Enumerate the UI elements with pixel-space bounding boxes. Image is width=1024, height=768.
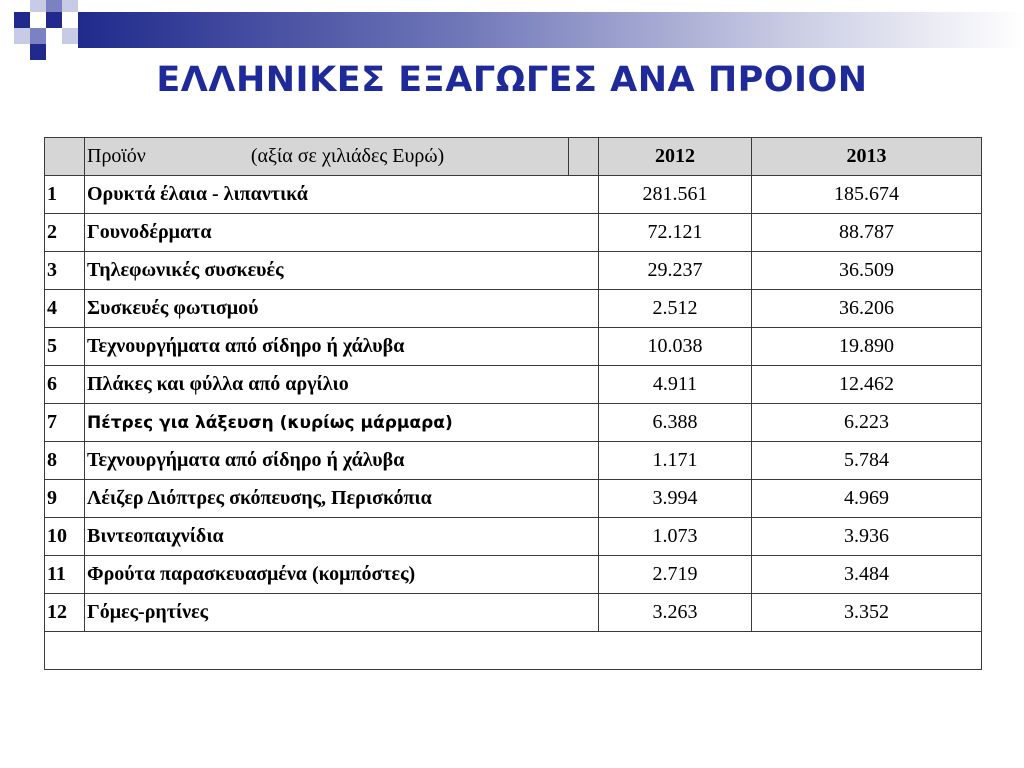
corner-square-decoration bbox=[62, 28, 78, 44]
row-value-2013: 19.890 bbox=[752, 328, 982, 366]
table-row bbox=[45, 404, 982, 442]
row-rank: 9 bbox=[45, 480, 85, 518]
row-product: Βιντεοπαιχνίδια bbox=[85, 518, 599, 556]
corner-square-decoration bbox=[30, 0, 46, 12]
row-rank: 6 bbox=[45, 366, 85, 404]
header-spacer-cell bbox=[569, 138, 599, 176]
corner-square-decoration bbox=[30, 28, 46, 44]
row-value-2012: 3.263 bbox=[599, 594, 752, 632]
row-product: Γουνοδέρματα bbox=[85, 214, 599, 252]
row-rank: 10 bbox=[45, 518, 85, 556]
row-product: Τεχνουργήματα από σίδηρο ή χάλυβα bbox=[85, 328, 599, 366]
row-rank: 12 bbox=[45, 594, 85, 632]
row-rank: 2 bbox=[45, 214, 85, 252]
row-value-2013: 5.784 bbox=[752, 442, 982, 480]
header-product-label: Προϊόν bbox=[87, 145, 146, 167]
empty-cell bbox=[45, 632, 982, 670]
row-product: Συσκευές φωτισμού bbox=[85, 290, 599, 328]
row-rank: 3 bbox=[45, 252, 85, 290]
header-gradient-band bbox=[78, 12, 1024, 48]
exports-table bbox=[44, 137, 982, 670]
row-value-2013: 3.484 bbox=[752, 556, 982, 594]
header-unit-note: (αξία σε χιλιάδες Ευρώ) bbox=[250, 145, 445, 167]
table-row bbox=[45, 442, 982, 480]
row-value-2012: 10.038 bbox=[599, 328, 752, 366]
row-product: Πλάκες και φύλλα από αργίλιο bbox=[85, 366, 599, 404]
row-value-2012: 72.121 bbox=[599, 214, 752, 252]
row-product: Λέιζερ Διόπτρες σκόπευσης, Περισκόπια bbox=[85, 480, 599, 518]
corner-square-decoration bbox=[14, 28, 30, 44]
header-rank-cell bbox=[45, 138, 85, 176]
row-value-2013: 3.352 bbox=[752, 594, 982, 632]
row-value-2012: 2.719 bbox=[599, 556, 752, 594]
table-header-row bbox=[45, 138, 982, 176]
table-row bbox=[45, 480, 982, 518]
corner-square-decoration bbox=[46, 0, 62, 12]
table-row bbox=[45, 594, 982, 632]
row-value-2012: 29.237 bbox=[599, 252, 752, 290]
row-rank: 7 bbox=[45, 404, 85, 442]
table-row bbox=[45, 290, 982, 328]
table-row bbox=[45, 252, 982, 290]
row-value-2012: 1.073 bbox=[599, 518, 752, 556]
row-value-2012: 281.561 bbox=[599, 176, 752, 214]
row-value-2013: 12.462 bbox=[752, 366, 982, 404]
row-value-2012: 2.512 bbox=[599, 290, 752, 328]
row-value-2012: 1.171 bbox=[599, 442, 752, 480]
row-product: Πέτρες για λάξευση (κυρίως μάρμαρα) bbox=[85, 404, 599, 442]
header-2013: 2013 bbox=[752, 138, 982, 176]
row-value-2013: 6.223 bbox=[752, 404, 982, 442]
table-row bbox=[45, 328, 982, 366]
table-empty-row bbox=[45, 632, 982, 670]
row-product: Τεχνουργήματα από σίδηρο ή χάλυβα bbox=[85, 442, 599, 480]
row-product: Φρούτα παρασκευασμένα (κομπόστες) bbox=[85, 556, 599, 594]
row-rank: 1 bbox=[45, 176, 85, 214]
row-product: Τηλεφωνικές συσκευές bbox=[85, 252, 599, 290]
corner-square-decoration bbox=[14, 12, 30, 28]
row-value-2012: 4.911 bbox=[599, 366, 752, 404]
slide-title: ΕΛΛΗΝΙΚΕΣ ΕΞΑΓΩΓΕΣ ΑΝΑ ΠΡΟΙΟΝ bbox=[156, 60, 868, 100]
row-rank: 5 bbox=[45, 328, 85, 366]
row-product: Ορυκτά έλαια - λιπαντικά bbox=[85, 176, 599, 214]
table-row bbox=[45, 214, 982, 252]
row-value-2013: 88.787 bbox=[752, 214, 982, 252]
corner-square-decoration bbox=[30, 44, 46, 60]
row-value-2012: 6.388 bbox=[599, 404, 752, 442]
row-value-2013: 36.509 bbox=[752, 252, 982, 290]
row-value-2012: 3.994 bbox=[599, 480, 752, 518]
row-product: Γόμες-ρητίνες bbox=[85, 594, 599, 632]
row-rank: 4 bbox=[45, 290, 85, 328]
table-row bbox=[45, 556, 982, 594]
header-product-cell bbox=[85, 138, 569, 176]
header-2012: 2012 bbox=[599, 138, 752, 176]
row-rank: 11 bbox=[45, 556, 85, 594]
table-row bbox=[45, 518, 982, 556]
table-row bbox=[45, 176, 982, 214]
corner-square-decoration bbox=[46, 12, 62, 28]
row-rank: 8 bbox=[45, 442, 85, 480]
row-value-2013: 4.969 bbox=[752, 480, 982, 518]
row-value-2013: 36.206 bbox=[752, 290, 982, 328]
row-value-2013: 185.674 bbox=[752, 176, 982, 214]
corner-square-decoration bbox=[62, 0, 78, 12]
table-row bbox=[45, 366, 982, 404]
row-value-2013: 3.936 bbox=[752, 518, 982, 556]
